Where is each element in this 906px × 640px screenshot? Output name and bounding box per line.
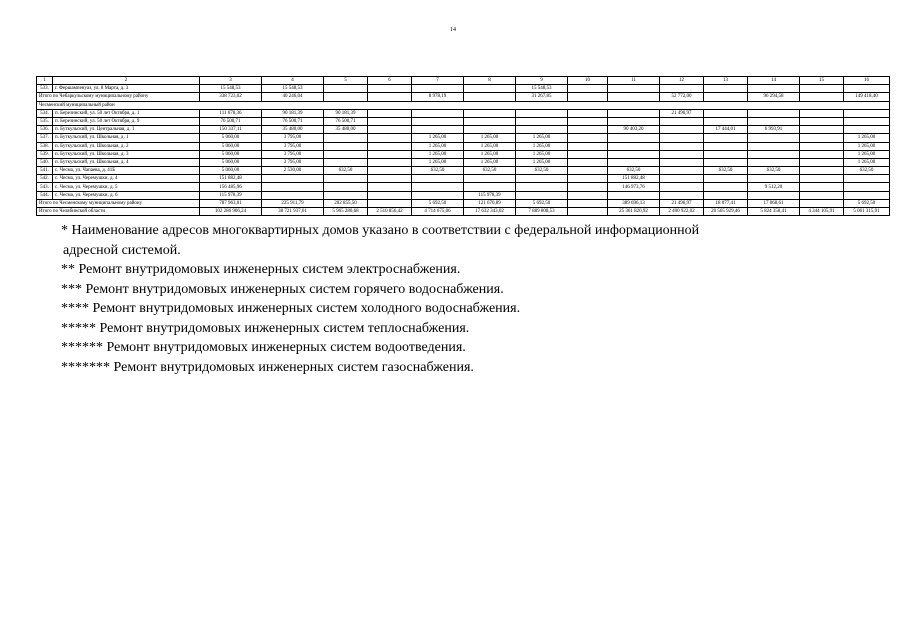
table-cell bbox=[800, 93, 844, 101]
table-cell: 5 692,50 bbox=[516, 199, 568, 207]
table-cell bbox=[608, 150, 660, 158]
table-cell bbox=[368, 117, 412, 125]
table-cell bbox=[464, 175, 516, 183]
table-cell bbox=[704, 191, 748, 199]
table-cell: 76 500,71 bbox=[324, 117, 368, 125]
table-cell bbox=[704, 134, 748, 142]
footnotes bbox=[61, 221, 861, 377]
header-cell: 15 bbox=[800, 77, 844, 85]
table-cell bbox=[412, 117, 464, 125]
table-cell: 632,50 bbox=[464, 167, 516, 175]
table-cell bbox=[748, 191, 800, 199]
table-cell: 1 265,00 bbox=[516, 158, 568, 166]
table-cell bbox=[516, 175, 568, 183]
table-cell bbox=[660, 158, 704, 166]
table-cell bbox=[800, 126, 844, 134]
table-cell bbox=[844, 109, 890, 117]
table-cell: 3 795,00 bbox=[262, 158, 324, 166]
table-cell: 225 911,79 bbox=[262, 199, 324, 207]
table-cell bbox=[464, 85, 516, 93]
table-cell: 5 060,00 bbox=[200, 167, 262, 175]
table-cell bbox=[412, 85, 464, 93]
table-cell bbox=[660, 150, 704, 158]
total-row bbox=[37, 208, 890, 216]
table-cell bbox=[844, 85, 890, 93]
header-cell: 2 bbox=[53, 77, 200, 85]
table-cell: 7 889 808,53 bbox=[516, 208, 568, 216]
table-cell: 3 795,00 bbox=[262, 150, 324, 158]
table-cell bbox=[800, 191, 844, 199]
table-row bbox=[37, 150, 890, 158]
table-cell: 4 344 105,91 bbox=[800, 208, 844, 216]
table-cell: 31 267,85 bbox=[516, 93, 568, 101]
table-cell bbox=[704, 142, 748, 150]
table-cell bbox=[368, 199, 412, 207]
table-cell: 4 714 675,06 bbox=[412, 208, 464, 216]
table-cell bbox=[412, 183, 464, 191]
table-cell bbox=[704, 175, 748, 183]
table-cell bbox=[704, 150, 748, 158]
table-cell bbox=[660, 142, 704, 150]
table-cell: 1 265,00 bbox=[844, 150, 890, 158]
table-cell bbox=[568, 134, 608, 142]
table-cell: 76 500,71 bbox=[200, 117, 262, 125]
table-cell bbox=[748, 142, 800, 150]
header-cell: 16 bbox=[844, 77, 890, 85]
table-cell: 1 265,00 bbox=[412, 150, 464, 158]
table-row bbox=[37, 142, 890, 150]
table-cell bbox=[660, 126, 704, 134]
row-number: 543. bbox=[37, 183, 53, 191]
total-label: Итого по Челябинской области bbox=[37, 208, 200, 216]
table-cell bbox=[368, 183, 412, 191]
table-cell: 111 678,36 bbox=[200, 109, 262, 117]
footnote-address-source: * Наименование адресов многоквартирных домов указано в соответствии с федеральной информационной bbox=[61, 223, 700, 238]
table-cell bbox=[748, 109, 800, 117]
table-cell: 5 060,00 bbox=[200, 142, 262, 150]
table-cell bbox=[844, 126, 890, 134]
table-cell: 149 418,40 bbox=[844, 93, 890, 101]
table-cell bbox=[368, 142, 412, 150]
table-cell: 146 973,76 bbox=[608, 183, 660, 191]
table-cell bbox=[800, 175, 844, 183]
table-cell bbox=[748, 85, 800, 93]
table-cell bbox=[324, 142, 368, 150]
table-cell bbox=[568, 191, 608, 199]
table-cell bbox=[568, 93, 608, 101]
total-row bbox=[37, 93, 890, 101]
table-cell bbox=[568, 158, 608, 166]
section-label: Чесменский муниципальный район bbox=[37, 101, 890, 109]
table-cell: 5 061 315,91 bbox=[844, 208, 890, 216]
table-cell bbox=[516, 191, 568, 199]
table-cell bbox=[368, 134, 412, 142]
table-cell: 8 978,19 bbox=[412, 93, 464, 101]
footnote-heating: ***** Ремонт внутридомовых инженерных систем теплоснабжения. bbox=[61, 320, 470, 336]
row-number: 540. bbox=[37, 158, 53, 166]
row-number: 537. bbox=[37, 134, 53, 142]
table-cell bbox=[660, 85, 704, 93]
table-cell: 96 294,58 bbox=[748, 93, 800, 101]
header-cell: 10 bbox=[568, 77, 608, 85]
table-cell bbox=[516, 183, 568, 191]
table-cell: 35 480,00 bbox=[324, 126, 368, 134]
table-cell: 38 721 937,61 bbox=[262, 208, 324, 216]
header-cell: 4 bbox=[262, 77, 324, 85]
table-cell bbox=[704, 117, 748, 125]
table-cell bbox=[608, 109, 660, 117]
table-cell bbox=[464, 109, 516, 117]
address-cell: с. Чесма, ул. Черемушки, д. 4 bbox=[53, 175, 200, 183]
table-cell bbox=[516, 109, 568, 117]
footnote-electricity: ** Ремонт внутридомовых инженерных систем электроснабжения. bbox=[61, 262, 461, 277]
repair-budget-table bbox=[36, 76, 890, 216]
table-cell: 2 510 856,42 bbox=[368, 208, 412, 216]
table-cell bbox=[608, 191, 660, 199]
table-cell: 17 632 343,02 bbox=[464, 208, 516, 216]
table-cell: 632,50 bbox=[412, 167, 464, 175]
table-cell: 102 286 906,24 bbox=[200, 208, 262, 216]
table-cell bbox=[800, 199, 844, 207]
table-cell bbox=[608, 117, 660, 125]
table-cell bbox=[412, 109, 464, 117]
table-cell: 5 060,00 bbox=[200, 150, 262, 158]
address-cell: п. Буткульский, ул. Школьная, д. 4 bbox=[53, 158, 200, 166]
table-cell bbox=[608, 158, 660, 166]
table-cell bbox=[368, 150, 412, 158]
table-cell bbox=[748, 134, 800, 142]
header-cell: 5 bbox=[324, 77, 368, 85]
table-cell bbox=[800, 117, 844, 125]
table-cell: 5 692,50 bbox=[844, 199, 890, 207]
table-cell: 1 265,00 bbox=[412, 134, 464, 142]
table-row bbox=[37, 109, 890, 117]
table-cell: 156 485,96 bbox=[200, 183, 262, 191]
table-cell bbox=[516, 117, 568, 125]
address-cell: с. Чесма, ул. Черемушки, д. 5 bbox=[53, 183, 200, 191]
section-row bbox=[37, 101, 890, 109]
row-number: 535. bbox=[37, 117, 53, 125]
table-cell: 787 963,01 bbox=[200, 199, 262, 207]
table-cell bbox=[324, 134, 368, 142]
table-cell bbox=[660, 117, 704, 125]
table-cell: 90 403,20 bbox=[608, 126, 660, 134]
table-cell bbox=[324, 93, 368, 101]
table-cell bbox=[608, 85, 660, 93]
header-cell: 8 bbox=[464, 77, 516, 85]
table-cell bbox=[262, 183, 324, 191]
table-cell: 1 265,00 bbox=[844, 158, 890, 166]
table-cell: 121 670,89 bbox=[464, 199, 516, 207]
table-cell bbox=[704, 85, 748, 93]
table-cell: 2 400 922,02 bbox=[660, 208, 704, 216]
footnote-sewerage: ****** Ремонт внутридомовых инженерных систем водоотведения. bbox=[61, 340, 466, 355]
table-cell bbox=[412, 191, 464, 199]
table-cell bbox=[568, 208, 608, 216]
table-cell bbox=[368, 167, 412, 175]
table-row bbox=[37, 175, 890, 183]
table-cell bbox=[368, 126, 412, 134]
table-cell bbox=[368, 93, 412, 101]
table-row bbox=[37, 126, 890, 134]
address-cell: п. Буткульский, ул. Школьная, д. 3 bbox=[53, 150, 200, 158]
table-cell bbox=[262, 191, 324, 199]
total-row bbox=[37, 199, 890, 207]
table-cell bbox=[568, 142, 608, 150]
footnote-gas: ******* Ремонт внутридомовых инженерных систем газоснабжения. bbox=[61, 359, 474, 375]
row-number: 538. bbox=[37, 142, 53, 150]
table-row bbox=[37, 158, 890, 166]
table-cell: 115 978,39 bbox=[464, 191, 516, 199]
table-header-row bbox=[37, 77, 890, 85]
footnote-cold-water: **** Ремонт внутридомовых инженерных систем холодного водоснабжения. bbox=[61, 301, 521, 316]
row-number: 542. bbox=[37, 175, 53, 183]
table-cell: 1 265,00 bbox=[412, 158, 464, 166]
table-cell: 5 060,00 bbox=[200, 134, 262, 142]
table-cell bbox=[412, 126, 464, 134]
table-cell bbox=[748, 117, 800, 125]
row-number: 544. bbox=[37, 191, 53, 199]
table-cell: 15 548,53 bbox=[262, 85, 324, 93]
row-number: 536. bbox=[37, 126, 53, 134]
table-cell bbox=[608, 93, 660, 101]
row-number: 533. bbox=[37, 85, 53, 93]
footnote-address-source-cont: адресной системой. bbox=[63, 242, 181, 258]
header-cell: 11 bbox=[608, 77, 660, 85]
total-label: Итого по Чебаркульскому муниципальному району bbox=[37, 93, 200, 101]
header-cell: 1 bbox=[37, 77, 53, 85]
table-cell bbox=[368, 191, 412, 199]
table-cell: 76 500,71 bbox=[262, 117, 324, 125]
table-cell bbox=[324, 150, 368, 158]
table-cell bbox=[568, 109, 608, 117]
table-cell: 1 265,00 bbox=[464, 134, 516, 142]
table-row bbox=[37, 85, 890, 93]
table-cell bbox=[464, 126, 516, 134]
table-cell: 15 548,53 bbox=[200, 85, 262, 93]
table-cell bbox=[568, 150, 608, 158]
table-cell bbox=[608, 142, 660, 150]
table-cell bbox=[844, 183, 890, 191]
address-cell: г. Фершампенуаз, ул. 8 Марта, д. 3 bbox=[53, 85, 200, 93]
table-cell: 5 965 280,68 bbox=[324, 208, 368, 216]
table-cell bbox=[844, 117, 890, 125]
address-cell: п. Березинский, ул. 50 лет Октября, д. 9 bbox=[53, 117, 200, 125]
table-cell: 5 060,00 bbox=[200, 158, 262, 166]
table-cell bbox=[800, 85, 844, 93]
table-cell: 115 978,39 bbox=[200, 191, 262, 199]
table-cell: 90 181,39 bbox=[262, 109, 324, 117]
table-cell: 1 265,00 bbox=[516, 150, 568, 158]
address-cell: п. Березинский, ул. 50 лет Октября, д. 1 bbox=[53, 109, 200, 117]
table-row bbox=[37, 167, 890, 175]
table-cell bbox=[324, 191, 368, 199]
table-cell: 35 480,00 bbox=[262, 126, 324, 134]
table-cell bbox=[368, 109, 412, 117]
table-cell bbox=[800, 109, 844, 117]
address-cell: с. Чесма, ул. Чапаева, д. 41Б bbox=[53, 167, 200, 175]
table-cell bbox=[660, 167, 704, 175]
table-cell bbox=[748, 158, 800, 166]
table-cell bbox=[324, 183, 368, 191]
table-cell: 5 824 358,41 bbox=[748, 208, 800, 216]
header-cell: 13 bbox=[704, 77, 748, 85]
header-cell: 14 bbox=[748, 77, 800, 85]
address-cell: с. Чесма, ул. Черемушки, д. 6 bbox=[53, 191, 200, 199]
table-cell: 632,50 bbox=[748, 167, 800, 175]
table-cell bbox=[324, 85, 368, 93]
table-cell bbox=[262, 175, 324, 183]
table-cell bbox=[568, 199, 608, 207]
table-cell bbox=[464, 183, 516, 191]
table-cell: 1 265,00 bbox=[844, 142, 890, 150]
table-cell bbox=[516, 126, 568, 134]
table-cell: 9 512,20 bbox=[748, 183, 800, 191]
table-cell bbox=[568, 183, 608, 191]
table-cell bbox=[844, 191, 890, 199]
table-cell bbox=[704, 93, 748, 101]
table-cell bbox=[704, 109, 748, 117]
table-cell: 25 361 820,92 bbox=[608, 208, 660, 216]
table-cell bbox=[464, 93, 516, 101]
table-cell bbox=[368, 175, 412, 183]
table-cell: 3 795,00 bbox=[262, 134, 324, 142]
table-cell: 52 772,00 bbox=[660, 93, 704, 101]
table-cell bbox=[704, 158, 748, 166]
table-cell bbox=[748, 175, 800, 183]
table-cell: 150 337,11 bbox=[200, 126, 262, 134]
table-cell bbox=[800, 134, 844, 142]
table-cell: 40 246,04 bbox=[262, 93, 324, 101]
table-cell: 15 548,53 bbox=[516, 85, 568, 93]
address-cell: п. Буткульский, ул. Школьная, д. 2 bbox=[53, 142, 200, 150]
table-cell: 1 265,00 bbox=[844, 134, 890, 142]
table-cell bbox=[800, 150, 844, 158]
table-cell: 21 496,97 bbox=[660, 109, 704, 117]
header-cell: 7 bbox=[412, 77, 464, 85]
table-cell bbox=[368, 85, 412, 93]
table-cell: 202 855,50 bbox=[324, 199, 368, 207]
table-row bbox=[37, 117, 890, 125]
table-cell bbox=[324, 175, 368, 183]
table-cell: 632,50 bbox=[704, 167, 748, 175]
table-cell: 1 265,00 bbox=[464, 158, 516, 166]
table-cell: 1 265,00 bbox=[412, 142, 464, 150]
table-cell: 6 993,91 bbox=[748, 126, 800, 134]
table-cell bbox=[324, 158, 368, 166]
table-cell bbox=[568, 126, 608, 134]
table-cell: 389 696,13 bbox=[608, 199, 660, 207]
table-cell bbox=[748, 150, 800, 158]
table-cell bbox=[568, 117, 608, 125]
table-row bbox=[37, 191, 890, 199]
table-cell bbox=[608, 134, 660, 142]
table-cell bbox=[568, 175, 608, 183]
table-cell bbox=[660, 134, 704, 142]
table-cell: 632,50 bbox=[844, 167, 890, 175]
table-cell bbox=[464, 117, 516, 125]
table-cell: 5 692,50 bbox=[412, 199, 464, 207]
row-number: 534. bbox=[37, 109, 53, 117]
row-number: 539. bbox=[37, 150, 53, 158]
table-cell: 632,50 bbox=[516, 167, 568, 175]
table-cell: 632,50 bbox=[324, 167, 368, 175]
table-cell: 632,50 bbox=[608, 167, 660, 175]
table-cell: 1 265,00 bbox=[516, 142, 568, 150]
row-number: 541. bbox=[37, 167, 53, 175]
table-cell: 2 530,00 bbox=[262, 167, 324, 175]
table-cell: 3 795,00 bbox=[262, 142, 324, 150]
table-row bbox=[37, 134, 890, 142]
table-cell: 1 265,00 bbox=[464, 150, 516, 158]
table-cell: 18 077,41 bbox=[704, 199, 748, 207]
header-cell: 9 bbox=[516, 77, 568, 85]
table-cell: 90 181,39 bbox=[324, 109, 368, 117]
table-cell bbox=[660, 191, 704, 199]
table-cell bbox=[800, 183, 844, 191]
table-cell: 151 882,48 bbox=[200, 175, 262, 183]
table-cell bbox=[568, 85, 608, 93]
page-number: 14 bbox=[450, 27, 456, 33]
table-cell bbox=[568, 167, 608, 175]
table-cell: 21 496,97 bbox=[660, 199, 704, 207]
header-cell: 12 bbox=[660, 77, 704, 85]
table-cell: 338 723,02 bbox=[200, 93, 262, 101]
table-cell bbox=[800, 158, 844, 166]
table-cell: 151 882,48 bbox=[608, 175, 660, 183]
table-cell: 20 565 929,46 bbox=[704, 208, 748, 216]
table-cell bbox=[800, 167, 844, 175]
table-cell bbox=[660, 183, 704, 191]
header-cell: 3 bbox=[200, 77, 262, 85]
table-cell bbox=[368, 158, 412, 166]
header-cell: 6 bbox=[368, 77, 412, 85]
footnote-hot-water: *** Ремонт внутридомовых инженерных систем горячего водоснабжения. bbox=[61, 281, 504, 297]
table-cell bbox=[844, 175, 890, 183]
table-row bbox=[37, 183, 890, 191]
table-cell bbox=[704, 183, 748, 191]
table-cell bbox=[660, 175, 704, 183]
table-cell: 1 265,00 bbox=[464, 142, 516, 150]
total-label: Итого по Чесменскому муниципальному району bbox=[37, 199, 200, 207]
table-cell bbox=[412, 175, 464, 183]
table-cell: 17 444,01 bbox=[704, 126, 748, 134]
address-cell: п. Буткульский, ул. Школьная, д. 1 bbox=[53, 134, 200, 142]
table-cell: 1 265,00 bbox=[516, 134, 568, 142]
table-cell bbox=[800, 142, 844, 150]
address-cell: п. Буткульский, ул. Центральная, д. 1 bbox=[53, 126, 200, 134]
table-cell: 17 068,61 bbox=[748, 199, 800, 207]
